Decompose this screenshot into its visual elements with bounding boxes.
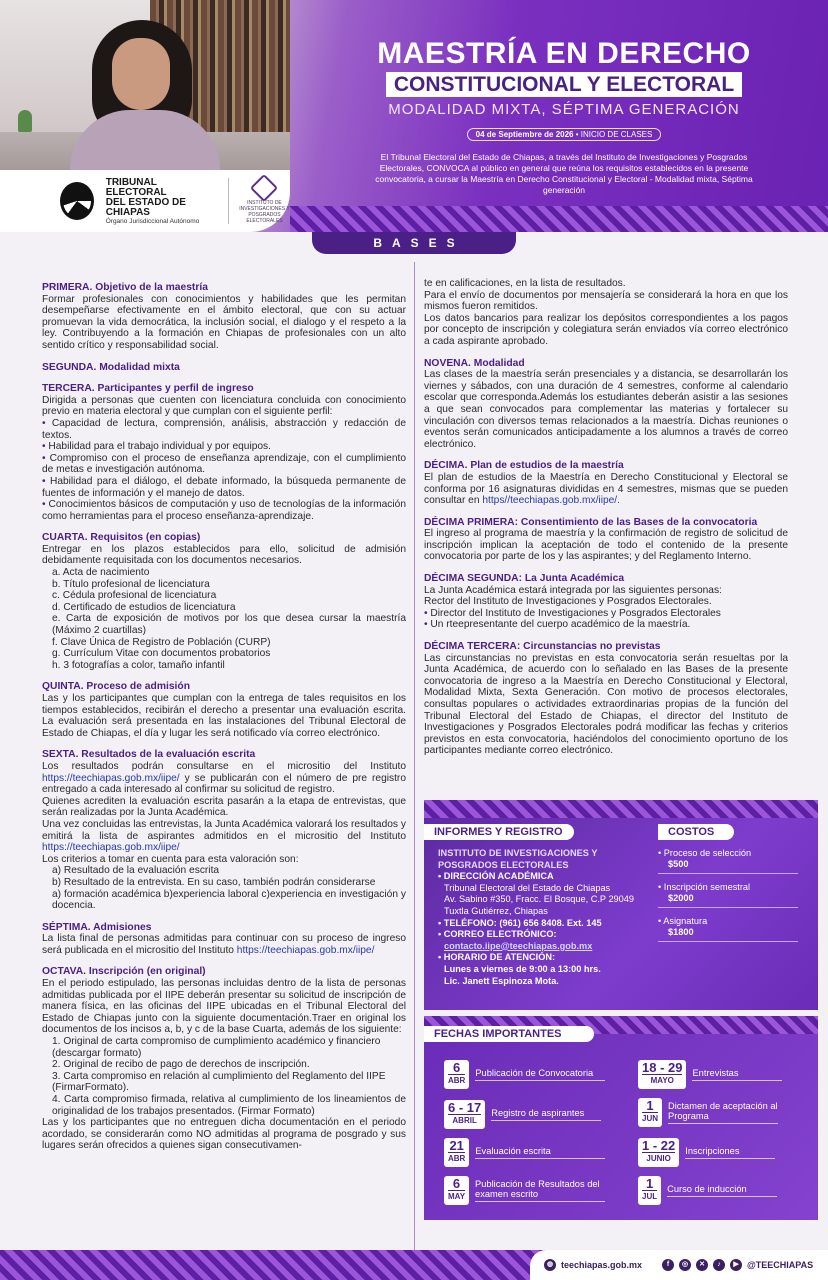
- website-link[interactable]: teechiapas.gob.mx: [561, 1260, 643, 1270]
- list-item: 2. Original de recibo de pago de derechos de inscripción.: [52, 1059, 310, 1071]
- start-date: 04 de Septiembre de 2026: [475, 130, 574, 139]
- section-cuarta: [42, 532, 406, 671]
- list-item: • Habilidad para el diálogo, el debate informado, la búsqueda permanente de fuentes de información y el manejo de datos.: [42, 476, 406, 499]
- section-text: Las clases de la maestría serán presenciales y a distancia, se desarrollarán los viernes y sábados, con una duración de 4 semestres, conforme al calendario escolar que corresponda.Además los estudiantes deberán asistir a las sesiones a que sean convocados para complementar las materias y fortalecer su vinculación con diversos temas relacionados a la maestría. Dichas reuniones o eventos serán comunicados anticipadamente a los alumnos a través de correo electrónico.: [424, 369, 788, 450]
- section-text: [42, 761, 406, 796]
- subtitle: MODALIDAD MIXTA, SÉPTIMA GENERACIÓN: [388, 101, 740, 118]
- decorative-pattern: [290, 206, 828, 232]
- social-handle[interactable]: @TEECHIAPAS: [747, 1260, 814, 1270]
- fechas-panel: [424, 1016, 818, 1220]
- section-text: Dirigida a personas que cuenten con licenciatura concluida con conocimiento previo en materia electoral y que cumplan con el siguiente perfil:: [42, 394, 406, 418]
- iipe-icon: [250, 174, 278, 202]
- instagram-icon[interactable]: ◎: [679, 1259, 691, 1271]
- date-event: [444, 1138, 605, 1167]
- event-label: Registro de aspirantes: [491, 1108, 601, 1121]
- iipe-logo: [228, 178, 290, 224]
- iipe-link[interactable]: https://teechiapas.gob.mx/iipe/: [236, 944, 375, 956]
- start-date-label: • INICIO DE CLASES: [573, 130, 653, 139]
- date-event: [638, 1060, 782, 1089]
- header-photo: [0, 0, 290, 170]
- globe-icon: ◍: [544, 1259, 556, 1271]
- section-text: Las y los participantes que no entreguen dicha documentación en el periodo acordado, se considerarán como NO admitidas al programa de posgrado y sus lugares serán ofrecidos a quienes sigan consecutivamen-: [42, 1117, 406, 1152]
- section-octava: [42, 966, 406, 1152]
- plan-link[interactable]: https//teechiapas.gob.mx/iipe/.: [482, 495, 620, 507]
- list-item: • Conocimientos básicos de computación y uso de tecnologías de la información como herramientas para el proceso enseñanza-aprendizaje.: [42, 499, 406, 522]
- list-item: a) formación académica b)experiencia laboral c)experiencia en investigación y docencia.: [52, 888, 406, 912]
- tiktok-icon[interactable]: ♪: [713, 1259, 725, 1271]
- section-text: Quienes acrediten la evaluación escrita pasarán a la etapa de entrevistas, que serán realizadas por la Junta Académica.: [42, 795, 406, 819]
- list-item: 1. Original de carta compromiso de cumplimiento académico y financiero: [52, 1036, 381, 1048]
- section-tercera: [42, 383, 406, 522]
- fechas-title: FECHAS IMPORTANTES: [424, 1026, 594, 1042]
- section-heading: SEXTA. Resultados de la evaluación escrita: [42, 749, 256, 761]
- section-text: Entregar en los plazos establecidos para ello, solicitud de admisión debidamente requisitada con los documentos necesarios.: [42, 543, 406, 567]
- section-quinta: [42, 681, 406, 739]
- text-run: Los resultados podrán consultarse en el micrositio del Instituto: [42, 760, 406, 772]
- section-heading: CUARTA. Requisitos (en copias): [42, 532, 201, 544]
- main-title-highlight: CONSTITUCIONAL Y ELECTORAL: [386, 72, 742, 97]
- informes-title: INFORMES Y REGISTRO: [424, 824, 574, 840]
- text-run: Una vez concluidas las entrevistas, la Junta Académica valorará los resultados y emitirá la lista de aspirantes admitidos en el micrositio del Instituto: [42, 818, 406, 842]
- list-item: g. Currículum Vitae con documentos probatorios: [52, 648, 271, 660]
- costs-list: [658, 848, 798, 950]
- section-septima: [42, 922, 406, 957]
- list-item: b. Título profesional de licenciatura: [52, 578, 210, 590]
- date-event: [444, 1060, 605, 1089]
- list-item: c. Cédula profesional de licenciatura: [52, 590, 217, 602]
- list-item: d. Certificado de estudios de licenciatura: [52, 601, 236, 613]
- header-banner: [0, 0, 828, 232]
- header-text: [300, 38, 828, 196]
- decorative-pattern: [424, 800, 818, 818]
- event-label: Inscripciones: [685, 1146, 775, 1159]
- email-label: • CORREO ELECTRÓNICO:: [438, 929, 557, 940]
- list-item: a. Acta de nacimiento: [52, 567, 150, 579]
- contact-name: Lic. Janett Espinoza Mota.: [444, 975, 559, 986]
- person-face: [112, 38, 170, 110]
- section-text: En el periodo estipulado, las personas incluidas dentro de la lista de personas admitidas publicada por el IIPE deberán presentar su solicitud de inscripción de manera física, en las oficinas del IIPE ubicadas en el Tribunal Electoral del Estado de Chiapas junto con la siguiente documentación.Traer en original los documentos de los incisos a, b, y c de la base Cuarta, además de los siguiente:: [42, 978, 406, 1036]
- list-item: b) Resultado de la entrevista. En su caso, también podrán considerarse: [52, 876, 376, 888]
- list-item: e. Carta de exposición de motivos por los que desea cursar la maestría (Máximo 2 cuartillas): [52, 613, 406, 637]
- hours-text: Lunes a viernes de 9:00 a 13:00 hrs.: [444, 963, 601, 974]
- bases-heading: BASES: [312, 232, 516, 254]
- section-text: te en calificaciones, en la lista de resultados.: [424, 278, 626, 289]
- date-box: 6 - 17 ABRIL: [444, 1100, 485, 1129]
- section-decima: [424, 460, 788, 506]
- date-event: [638, 1138, 775, 1167]
- youtube-icon[interactable]: ▶: [730, 1259, 742, 1271]
- event-label: Publicación de Resultados del examen escrito: [475, 1179, 605, 1202]
- iipe-link[interactable]: https://teechiapas.gob.mx/iipe/: [42, 842, 180, 854]
- section-decima-primera: [424, 517, 788, 563]
- cost-item: [658, 848, 798, 874]
- section-text: Las circunstancias no previstas en esta convocatoria serán resueltas por la Junta Académica, de acuerdo con lo señalado en las Bases de la presente convocatoria de ingreso a la Maestría en Derecho Constitucional y Electoral, Modalidad Mixta, Sexta Generación. Con motivo de procesos electorales, consultas populares o actividades extraordinarias propias de la función del Tribunal Electoral del Estado de Chiapas, el director del Instituto de Investigaciones y Posgrados Electorales podrá modificar las fechas y criterios previstos en esta convocatoria, haciéndolos del conocimiento oportuno de los participantes mediante correo electrónico.: [424, 652, 788, 757]
- intro-text: El Tribunal Electoral del Estado de Chiapas, a través del Instituto de Investigaciones y Posgrados Electorales, CONVOCA al público en general que reúna los requisitos establecidos en la presente convocatoria, a cursar la Maestría en Derecho Constitucional y Electoral - Modalidad mixta, Séptima generación: [375, 152, 753, 195]
- start-date-badge: [467, 128, 662, 141]
- section-text: Los datos bancarios para realizar los depósitos correspondientes a los pagos por concepto de inscripción y colegiatura serán enviados vía correo electrónico a cada aspirante aprobado.: [424, 312, 788, 347]
- list-item: f. Clave Única de Registro de Población (CURP): [52, 636, 271, 648]
- main-title: MAESTRÍA EN DERECHO: [377, 37, 751, 70]
- logo-band: [0, 170, 290, 232]
- text-run: y se publicarán con el número de pre registro entregado a cada interesado al confirmar su solicitud de registro.: [42, 772, 406, 796]
- section-heading: SÉPTIMA. Admisiones: [42, 921, 152, 933]
- section-decima-tercera: [424, 641, 788, 757]
- date-event: [638, 1176, 777, 1205]
- section-text: Formar profesionales con conocimientos y habilidades que les permitan desempeñarse efectivamente en el ámbito electoral, que con su actuar promuevan la vida democrática, la inclusión social, el dialogo y el respeto a la ley. Contribuyendo a la formación en Chiapas de profesionales con un alto sentido crítico y responsabilidad social.: [42, 293, 406, 351]
- list-item: h. 3 fotografías a color, tamaño infantil: [52, 659, 225, 671]
- cost-label: • Inscripción semestral: [658, 882, 751, 892]
- date-event: [444, 1176, 605, 1205]
- cost-label: • Asignatura: [658, 916, 708, 926]
- cost-amount: $500: [668, 859, 689, 869]
- date-box: 6 MAY: [444, 1176, 469, 1205]
- section-heading: DÉCIMA PRIMERA: Consentimiento de las Bases de la convocatoria: [424, 516, 758, 528]
- direccion-label: • DIRECCIÓN ACADÉMICA: [438, 871, 554, 882]
- section-heading: QUINTA. Proceso de admisión: [42, 681, 190, 693]
- section-octava-cont: [424, 278, 788, 348]
- address-line: Tuxtla Gutiérrez, Chiapas: [444, 905, 548, 916]
- date-event: [444, 1100, 601, 1129]
- iipe-link[interactable]: https://teechiapas.gob.mx/iipe/: [42, 772, 180, 784]
- text-run: La lista final de personas admitidas para continuar con su proceso de ingreso será publicada en el micrositio del Instituto: [42, 933, 406, 956]
- list-item: • Capacidad de lectura, comprensión, análisis, abstracción y redacción de textos.: [42, 418, 406, 441]
- cost-label: • Proceso de selección: [658, 848, 752, 858]
- informes-panel: [424, 800, 818, 1010]
- section-heading: TERCERA. Participantes y perfil de ingreso: [42, 383, 254, 395]
- list-item: • Habilidad para el trabajo individual y por equipos.: [42, 441, 406, 453]
- section-decima-segunda: [424, 573, 788, 631]
- list-item: Rector del Instituto de Investigaciones y Posgrados Electorales.: [424, 596, 712, 608]
- facebook-icon[interactable]: f: [662, 1259, 674, 1271]
- section-text: El ingreso al programa de maestría y la confirmación de registro de solicitud de inscripción implican la aceptación de todo el contenido de la presente convocatoria por parte de los y las aspirantes; y del Reglamento Interno.: [424, 528, 788, 563]
- tee-name-line1: TRIBUNAL ELECTORAL: [105, 176, 167, 198]
- section-text: Las y los participantes que cumplan con la entrega de tales requisitos en los tiempos establecidos, recibirán el derecho a presentar una evaluación escrita. La evaluación será presentada en las instalaciones del Tribunal Electoral de Estado de Chiapas, el día y lugar les será notificado vía correo electrónico.: [42, 693, 406, 739]
- section-novena: [424, 358, 788, 451]
- hours-label: • HORARIO DE ATENCIÓN:: [438, 952, 556, 963]
- plant-image: [18, 110, 32, 132]
- x-icon[interactable]: ✕: [696, 1259, 708, 1271]
- section-text: Los criterios a tomar en cuenta para esta valoración son:: [42, 853, 299, 865]
- cost-item: [658, 916, 798, 942]
- tee-name-line2: DEL ESTADO DE CHIAPAS: [105, 196, 186, 218]
- list-item: • Compromiso con el proceso de enseñanza aprendizaje, con el cumplimiento de metas e investigación autónoma.: [42, 453, 406, 476]
- date-box: 6 ABR: [444, 1060, 469, 1089]
- date-box: 1 JUN: [638, 1098, 662, 1127]
- list-item: a) Resultado de la evaluación escrita: [52, 865, 220, 877]
- email-link[interactable]: contacto.iipe@teechiapas.gob.mx: [444, 940, 593, 951]
- costos-title: COSTOS: [658, 824, 734, 840]
- tee-subtitle: Órgano Jurisdiccional Autónomo: [105, 217, 200, 225]
- address-line: Tribunal Electoral del Estado de Chiapas: [444, 882, 611, 893]
- section-heading: OCTAVA. Inscripción (en original): [42, 966, 206, 978]
- date-box: 1 JUL: [638, 1176, 661, 1205]
- section-heading: SEGUNDA. Modalidad mixta: [42, 361, 180, 373]
- social-bar: [530, 1250, 828, 1280]
- section-text: La Junta Académica estará integrada por las siguientes personas:: [424, 584, 722, 596]
- date-box: 1 - 22 JUNIO: [638, 1138, 679, 1167]
- section-primera: [42, 282, 406, 352]
- section-sexta: [42, 749, 406, 911]
- section-heading: DÉCIMA TERCERA: Circunstancias no previstas: [424, 641, 661, 653]
- list-item: (descargar formato): [52, 1047, 142, 1059]
- column-divider: [414, 262, 415, 1262]
- event-label: Publicación de Convocatoria: [475, 1068, 605, 1081]
- iipe-text: INSTITUTO DE INVESTIGACIONES Y POSGRADOS ELECTORALES: [239, 200, 290, 224]
- list-item: 3. Carta compromiso en relación al cumplimiento del Reglamento del IIPE: [52, 1070, 386, 1082]
- section-text: [42, 819, 406, 854]
- section-heading: NOVENA. Modalidad: [424, 357, 525, 369]
- section-heading: PRIMERA. Objetivo de la maestría: [42, 282, 208, 293]
- left-column: [42, 282, 406, 1162]
- phone-text: • TELÉFONO: (961) 656 8408. Ext. 145: [438, 917, 602, 928]
- cost-amount: $1800: [668, 927, 694, 937]
- section-text: [424, 472, 788, 507]
- section-heading: DÉCIMA. Plan de estudios de la maestría: [424, 460, 624, 472]
- cost-item: [658, 882, 798, 908]
- section-heading: DÉCIMA SEGUNDA: La Junta Académica: [424, 573, 625, 585]
- list-item: 4. Carta compromiso firmada, relativa al cumplimiento de los lineamientos de originalidad de los trabajos presentados. (Firmar Formato): [52, 1094, 406, 1117]
- list-item: • Un rteepresentante del cuerpo académico de la maestría.: [424, 619, 788, 631]
- section-segunda: [42, 362, 406, 374]
- event-label: Dictamen de aceptación al Programa: [668, 1101, 778, 1124]
- date-box: 21 ABR: [444, 1138, 469, 1167]
- section-text: [42, 933, 406, 956]
- event-label: Evaluación escrita: [475, 1146, 605, 1159]
- address-line: Av. Sabino #350, Fracc. El Bosque, C.P 29049: [444, 894, 634, 905]
- date-box: 18 - 29 MAYO: [638, 1060, 686, 1089]
- tee-logo-icon: [60, 182, 94, 220]
- section-text: Para el envío de documentos por mensajería se considerará la hora en que los mismos fueron remitidos.: [424, 289, 788, 313]
- list-item: (FirmarFormato).: [52, 1082, 129, 1094]
- right-column: [424, 278, 788, 767]
- cost-amount: $2000: [668, 893, 694, 903]
- contact-info: [438, 848, 658, 987]
- event-label: Curso de inducción: [667, 1184, 777, 1197]
- date-event: [638, 1098, 778, 1127]
- institute-name: INSTITUTO DE INVESTIGACIONES Y POSGRADOS ELECTORALES: [438, 848, 598, 870]
- event-label: Entrevistas: [692, 1068, 782, 1081]
- tee-name-block: [106, 178, 216, 225]
- text-run: El plan de estudios de la Maestría en Derecho Constitucional y Electoral se conforma por 16 asignaturas divididas en 4 semestres, mismas que se pueden consultar en: [424, 471, 788, 507]
- list-item: • Director del Instituto de Investigaciones y Posgrados Electorales: [424, 608, 788, 620]
